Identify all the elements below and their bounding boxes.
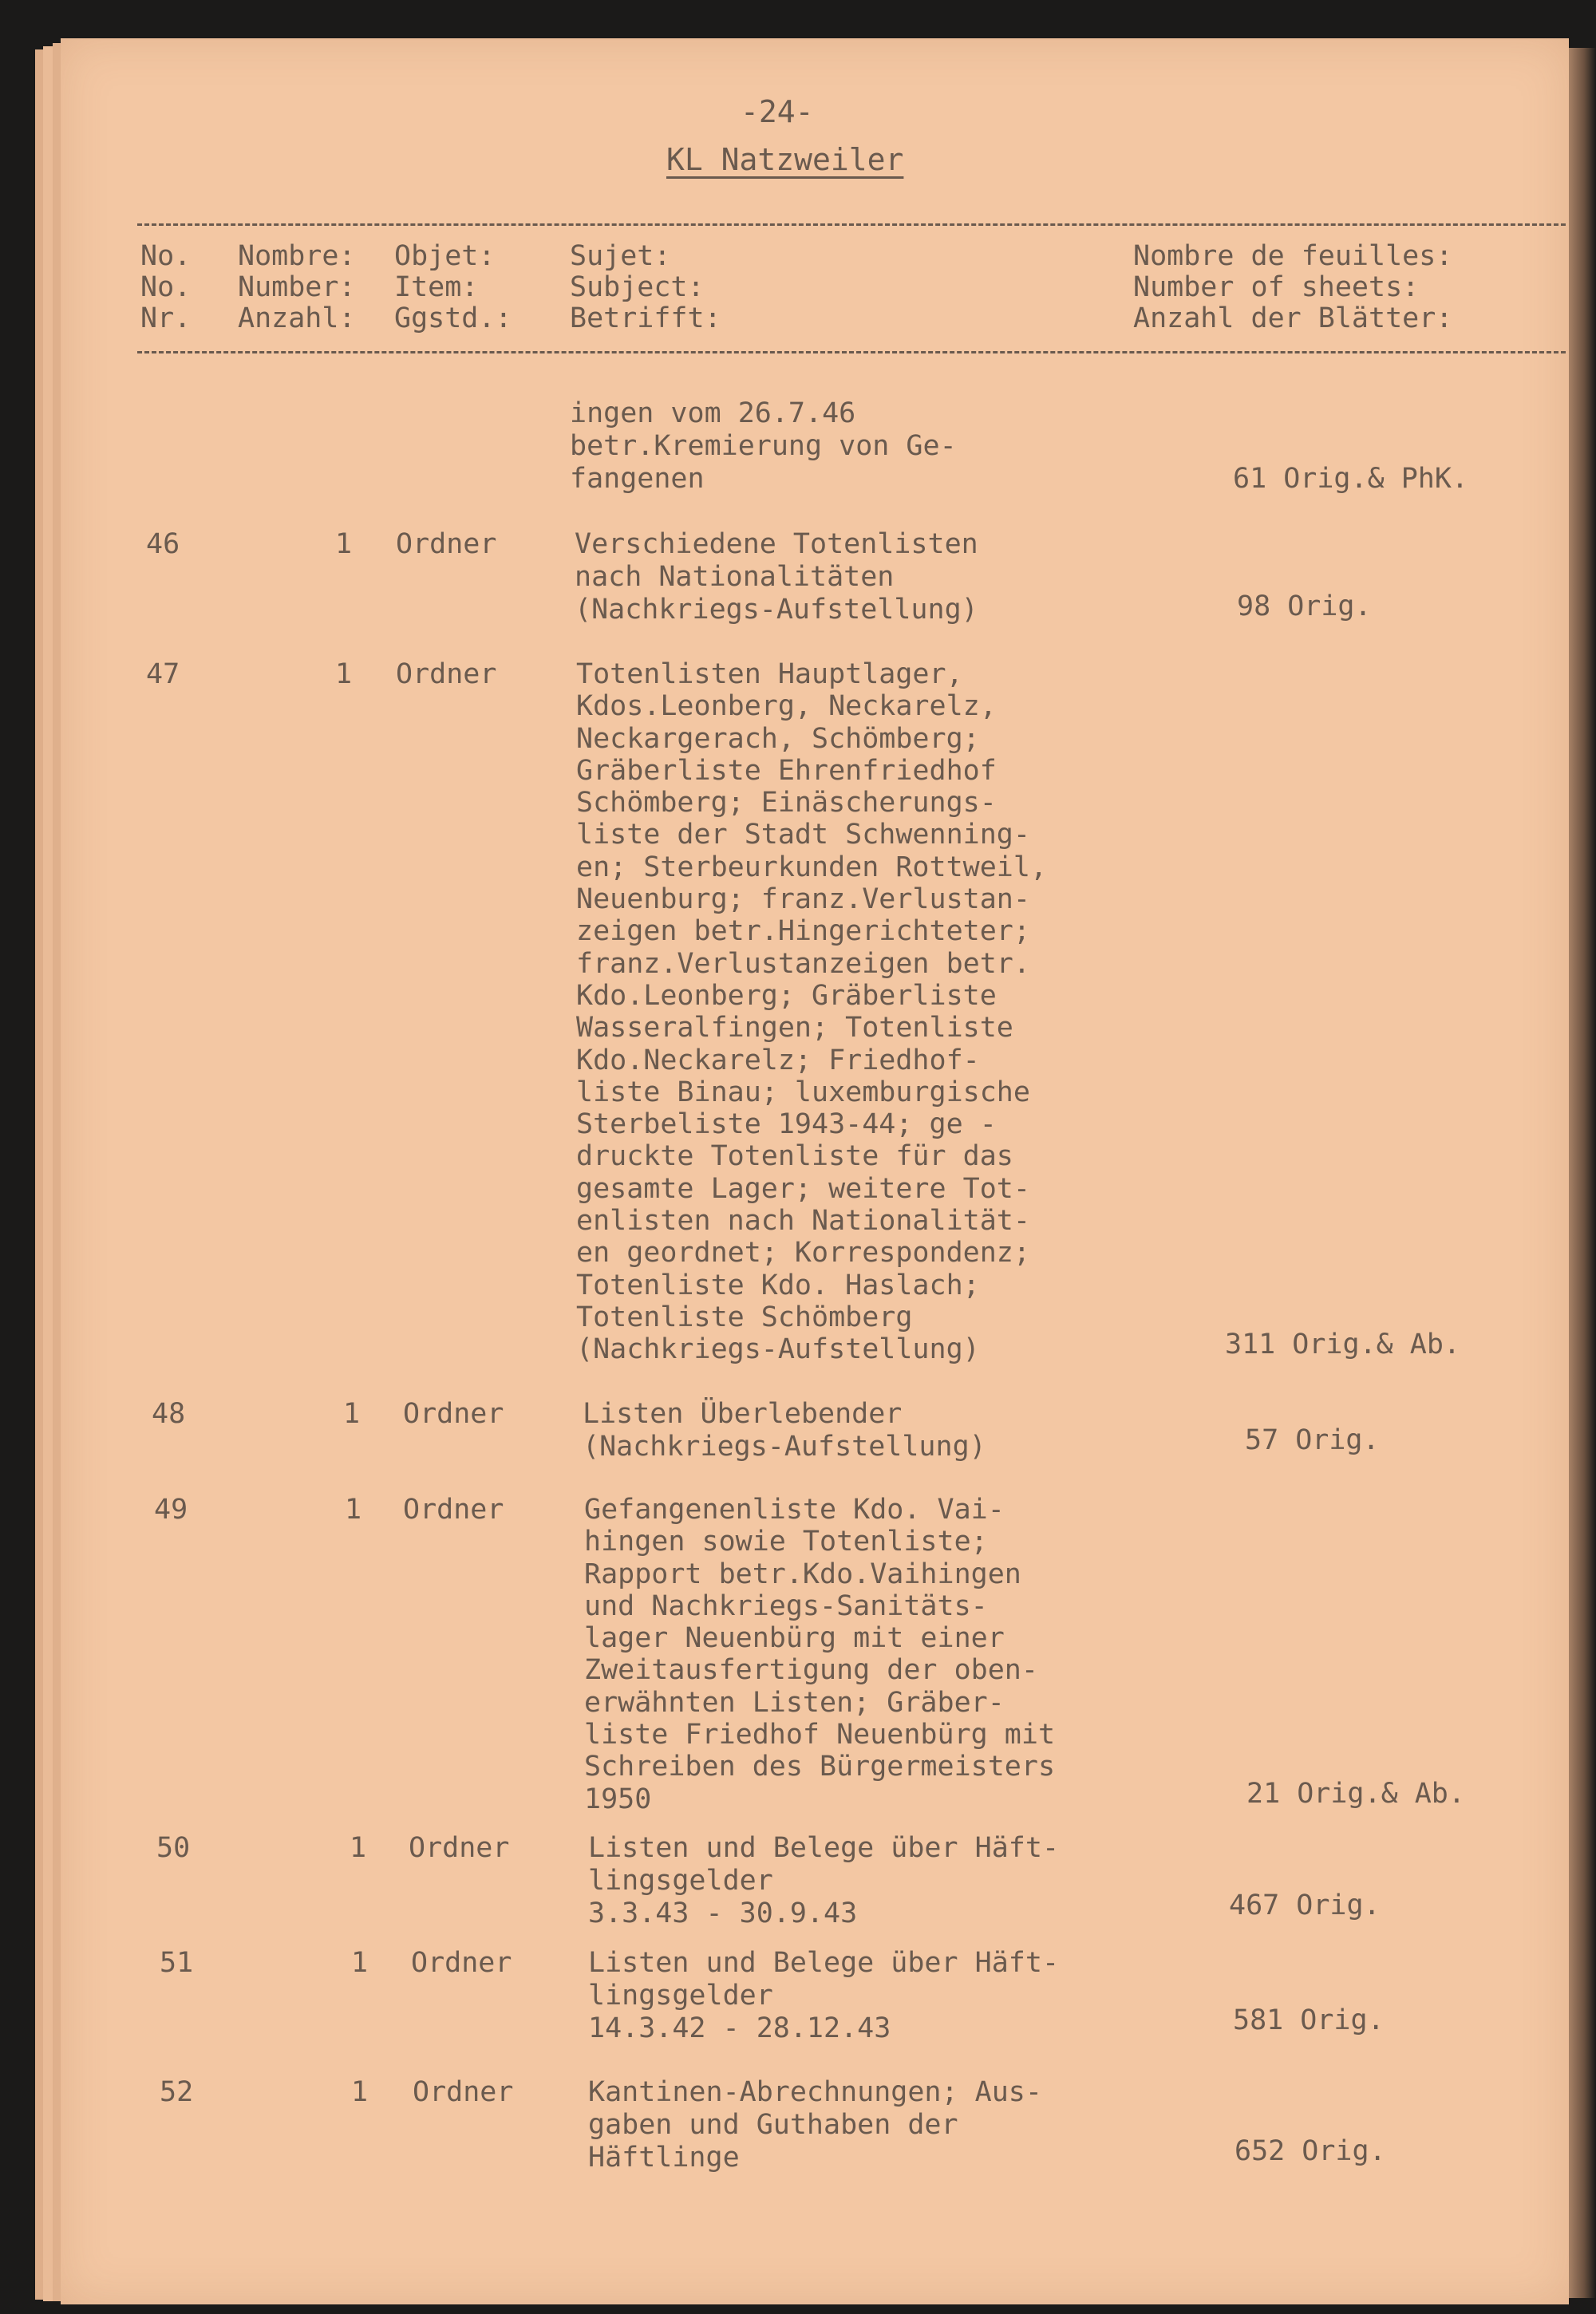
entry-no: 47 xyxy=(146,658,180,690)
entry-subject: Listen Überlebender (Nachkriegs-Aufstellung) xyxy=(583,1398,986,1463)
entry-sheets: 652 Orig. xyxy=(1235,2135,1386,2167)
entry-number: 1 xyxy=(335,528,353,560)
entry-no: 49 xyxy=(154,1494,188,1526)
entry-no: 48 xyxy=(152,1398,186,1430)
entry-number: 1 xyxy=(335,658,353,690)
entry-item: Ordner xyxy=(396,658,497,690)
entry-subject: Listen und Belege über Häft- lingsgelder 3.3.43 - 30.9.43 xyxy=(588,1832,1060,1929)
entry-sheets: 61 Orig.& PhK. xyxy=(1233,463,1469,495)
entry-subject: Listen und Belege über Häft- lingsgelder 14.3.42 - 28.12.43 xyxy=(588,1947,1060,2044)
entry-item: Ordner xyxy=(396,528,497,560)
entry-item: Ordner xyxy=(403,1398,504,1430)
entry-number: 1 xyxy=(351,2076,369,2108)
entry-item: Ordner xyxy=(411,1947,512,1979)
entry-sheets: 21 Orig.& Ab. xyxy=(1246,1778,1465,1810)
entry-sheets: 311 Orig.& Ab. xyxy=(1225,1329,1461,1360)
entry-no: 51 xyxy=(160,1947,194,1979)
entry-number: 1 xyxy=(343,1398,361,1430)
entry-item: Ordner xyxy=(409,1832,510,1864)
entry-number: 1 xyxy=(351,1947,369,1979)
entry-subject: Kantinen-Abrechnungen; Aus- gaben und Guthaben der Häftlinge xyxy=(588,2076,1042,2174)
entry-sheets: 581 Orig. xyxy=(1233,2004,1385,2036)
entry-subject: ingen vom 26.7.46 betr.Kremierung von Ge- fangenen xyxy=(570,397,957,495)
entry-item: Ordner xyxy=(403,1494,504,1526)
entry-subject: Verschiedene Totenlisten nach Nationalitäten (Nachkriegs-Aufstellung) xyxy=(575,528,978,626)
entry-subject: Totenlisten Hauptlager, Kdos.Leonberg, Neckarelz, Neckargerach, Schömberg; Gräberliste Ehrenfriedhof Schömberg; Einäscherungs- liste der Stadt Schwenning- en; Sterbeurkunden Rottweil, Neuenburg; franz.Verlustan- zeigen betr.Hingerichteter; franz.Verlustanzeigen betr. Kdo.Leonberg; Gräberliste Wasseralfingen; Totenliste Kdo.Neckarelz; Friedhof- liste Binau; luxemburgische Sterbeliste 1943-44; ge - druckte Totenliste für das gesamte Lager; weitere Tot- enlisten nach Nationalität- en geordnet; Korrespondenz; Totenliste Kdo. Haslach; Totenliste Schömberg (Nachkriegs-Aufstellung) xyxy=(576,658,1048,1366)
entry-no: 46 xyxy=(146,528,180,560)
column-header-no: No. No. Nr. xyxy=(140,240,192,334)
column-header-subject: Sujet: Subject: Betrifft: xyxy=(570,240,721,334)
entry-sheets: 57 Orig. xyxy=(1245,1424,1380,1456)
entry-no: 52 xyxy=(160,2076,194,2108)
entry-sheets: 98 Orig. xyxy=(1237,590,1372,622)
column-header-number: Nombre: Number: Anzahl: xyxy=(238,240,356,334)
entry-number: 1 xyxy=(345,1494,362,1526)
column-header-sheets: Nombre de feuilles: Number of sheets: Anzahl der Blätter: xyxy=(1133,240,1453,334)
entry-no: 50 xyxy=(156,1832,191,1864)
entry-item: Ordner xyxy=(413,2076,514,2108)
entry-sheets: 467 Orig. xyxy=(1229,1890,1381,1921)
column-header-item: Objet: Item: Ggstd.: xyxy=(394,240,512,334)
entry-subject: Gefangenenliste Kdo. Vai- hingen sowie Totenliste; Rapport betr.Kdo.Vaihingen und Nachkriegs-Sanitäts- lager Neuenbürg mit einer Zweitausfertigung der oben- erwähnten Listen; Gräber- liste Friedhof Neuenbürg mit Schreiben des Bürgermeisters 1950 xyxy=(584,1494,1056,1815)
camp-title: KL Natzweiler xyxy=(666,142,904,177)
page-number: -24- xyxy=(741,94,814,129)
entry-number: 1 xyxy=(350,1832,367,1864)
